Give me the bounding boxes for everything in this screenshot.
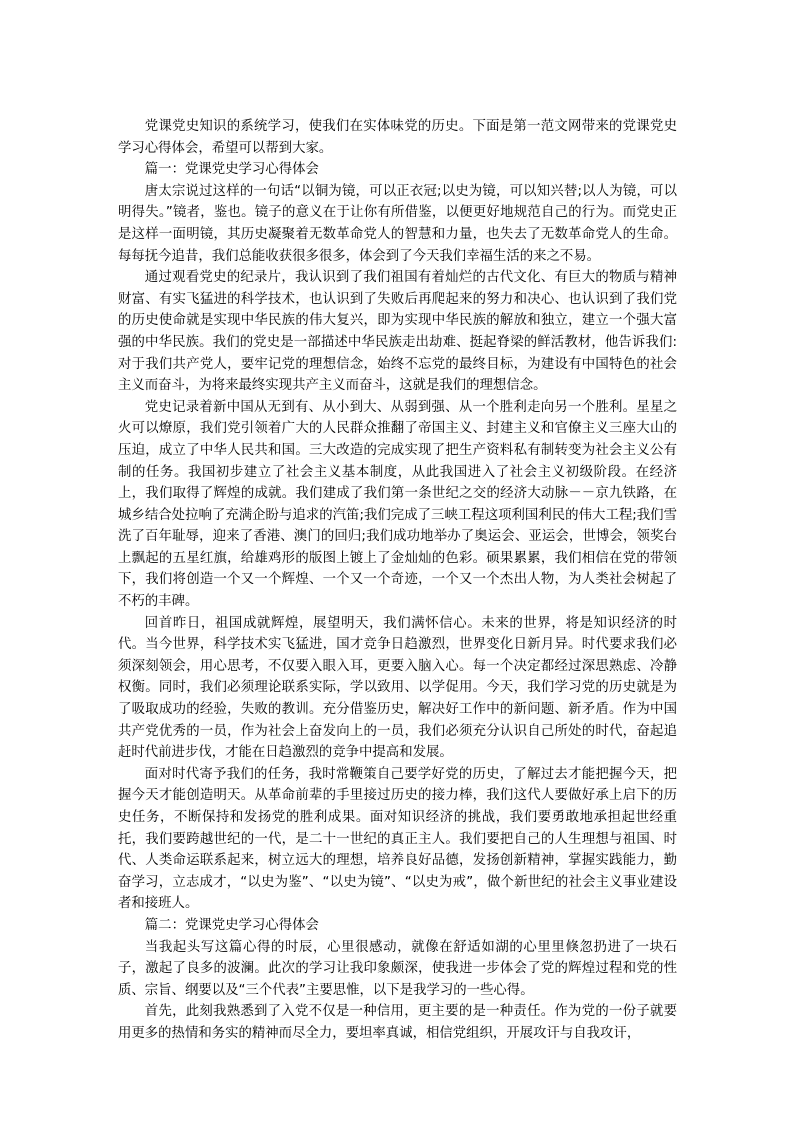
paragraph-4: 回首昨日，祖国成就辉煌，展望明天，我们满怀信心。未来的世界，将是知识经济的时代。当今世界，科学技术实飞猛进，国才竞争日趋激烈，世界变化日新月异。时代要求我们必须深刻领会，用心思考，不仅要入眼入耳，更要入脑入心。每一个决定都经过深思熟虑、冷静权衡。同时，我们必须理论联系实际，学以致用、以学促用。今天，我们学习党的历史就是为了吸取成功的经验，失败的教训。充分借鉴历史，解决好工作中的新问题、新矛盾。作为中国共产党优秀的一员，作为社会上奋发向上的一员，我们必须充分认识自己所处的时代，奋起追赶时代前进步伐，才能在日趋激烈的竞争中提高和发展。: [118, 615, 677, 761]
intro-paragraph: 党课党史知识的系统学习，使我们在实体味党的历史。下面是第一范文网带来的党课党史学习心得体会，希望可以帮到大家。: [118, 119, 677, 156]
paragraph-7: 首先，此刻我熟悉到了入党不仅是一种信用，更主要的是一种责任。作为党的一份子就要用更多的热情和务实的精神而尽全力，要坦率真诚，相信党组织，开展攻讦与自我攻讦，: [118, 1004, 677, 1041]
section-heading-1: 篇一：党课党史学习心得体会: [144, 162, 319, 178]
paragraph-5: 面对时代寄予我们的任务，我时常鞭策自己要学好党的历史，了解过去才能把握今天，把握今天才能创造明天。从革命前辈的手里接过历史的接力棒，我们这代人要做好承上启下的历史任务，不断保持和发扬党的胜利成果。面对知识经济的挑战，我们要勇敢地承担起世经重托，我们要跨越世纪的一代，是二十一世纪的真正主人。我们要把自己的人生理想与祖国、时代、人类命运联系起来，树立远大的理想，培养良好品德，发扬创新精神，掌握实践能力，勤奋学习，立志成才，“以史为鉴”、“以史为镜”、“以史为戒”，做个新世纪的社会主义事业建设者和接班人。: [118, 766, 677, 912]
paragraph-2: 通过观看党史的纪录片，我认识到了我们祖国有着灿烂的古代文化、有巨大的物质与精神财富、有实飞猛进的科学技术，也认识到了失败后再爬起来的努力和决心、也认识到了我们党的历史使命就是实现中华民族的伟大复兴，即为实现中华民族的解放和独立，建立一个强大富强的中华民族。我们的党史是一部描述中华民族走出劫难、挺起脊梁的鲜活教材，他告诉我们: 对于我们共产党人，要牢记党的理想信念，始终不忘党的最终目标，为建设有中国特色的社会主义而奋斗，为将来最终实现共产主义而奋斗，这就是我们的理想信念。: [118, 270, 677, 394]
document-body: [118, 116, 677, 1045]
paragraph-6: 当我起头写这篇心得的时辰，心里很感动，就像在舒适如湖的心里里倏忽扔进了一块石子，激起了良多的波澜。此次的学习让我印象颇深，使我进一步体会了党的辉煌过程和党的性质、宗旨、纲要以及“三个代表”主要思惟，以下是我学习的一些心得。: [118, 939, 677, 998]
paragraph-1: 唐太宗说过这样的一句话“以铜为镜，可以正衣冠;以史为镜，可以知兴替;以人为镜，可以明得失。”镜者，鉴也。镜子的意义在于让你有所借鉴，以便更好地规范自己的行为。而党史正是这样一面明镜，其历史凝聚着无数革命党人的智慧和力量，也失去了无数革命党人的生命。每每抚今追昔，我们总能收获很多很多，体会到了今天我们幸福生活的来之不易。: [118, 183, 677, 264]
section-heading-2: 篇二：党课党史学习心得体会: [144, 917, 319, 933]
paragraph-3: 党史记录着新中国从无到有、从小到大、从弱到强、从一个胜利走向另一个胜利。星星之火可以燎原，我们党引领着广大的人民群众推翻了帝国主义、封建主义和官僚主义三座大山的压迫，成立了中华人民共和国。三大改造的完成实现了把生产资料私有制转变为社会主义公有制的任务。我国初步建立了社会主义基本制度，从此我国进入了社会主义初级阶段。在经济上，我们取得了辉煌的成就。我们建成了我们第一条世纪之交的经济大动脉－－京九铁路，在城乡结合处拉响了充满企盼与追求的汽笛;我们完成了三峡工程这项利国利民的伟大工程;我们雪洗了百年耻辱，迎来了香港、澳门的回归;我们成功地举办了奥运会、亚运会，世博会，领奖台上飘起的五星红旗，给雄鸡形的版图上镀上了金灿灿的色彩。硕果累累，我们相信在党的带领下，我们将创造一个又一个辉煌、一个又一个奇迹，一个又一个杰出人物，为人类社会树起了不朽的丰碑。: [118, 399, 677, 610]
